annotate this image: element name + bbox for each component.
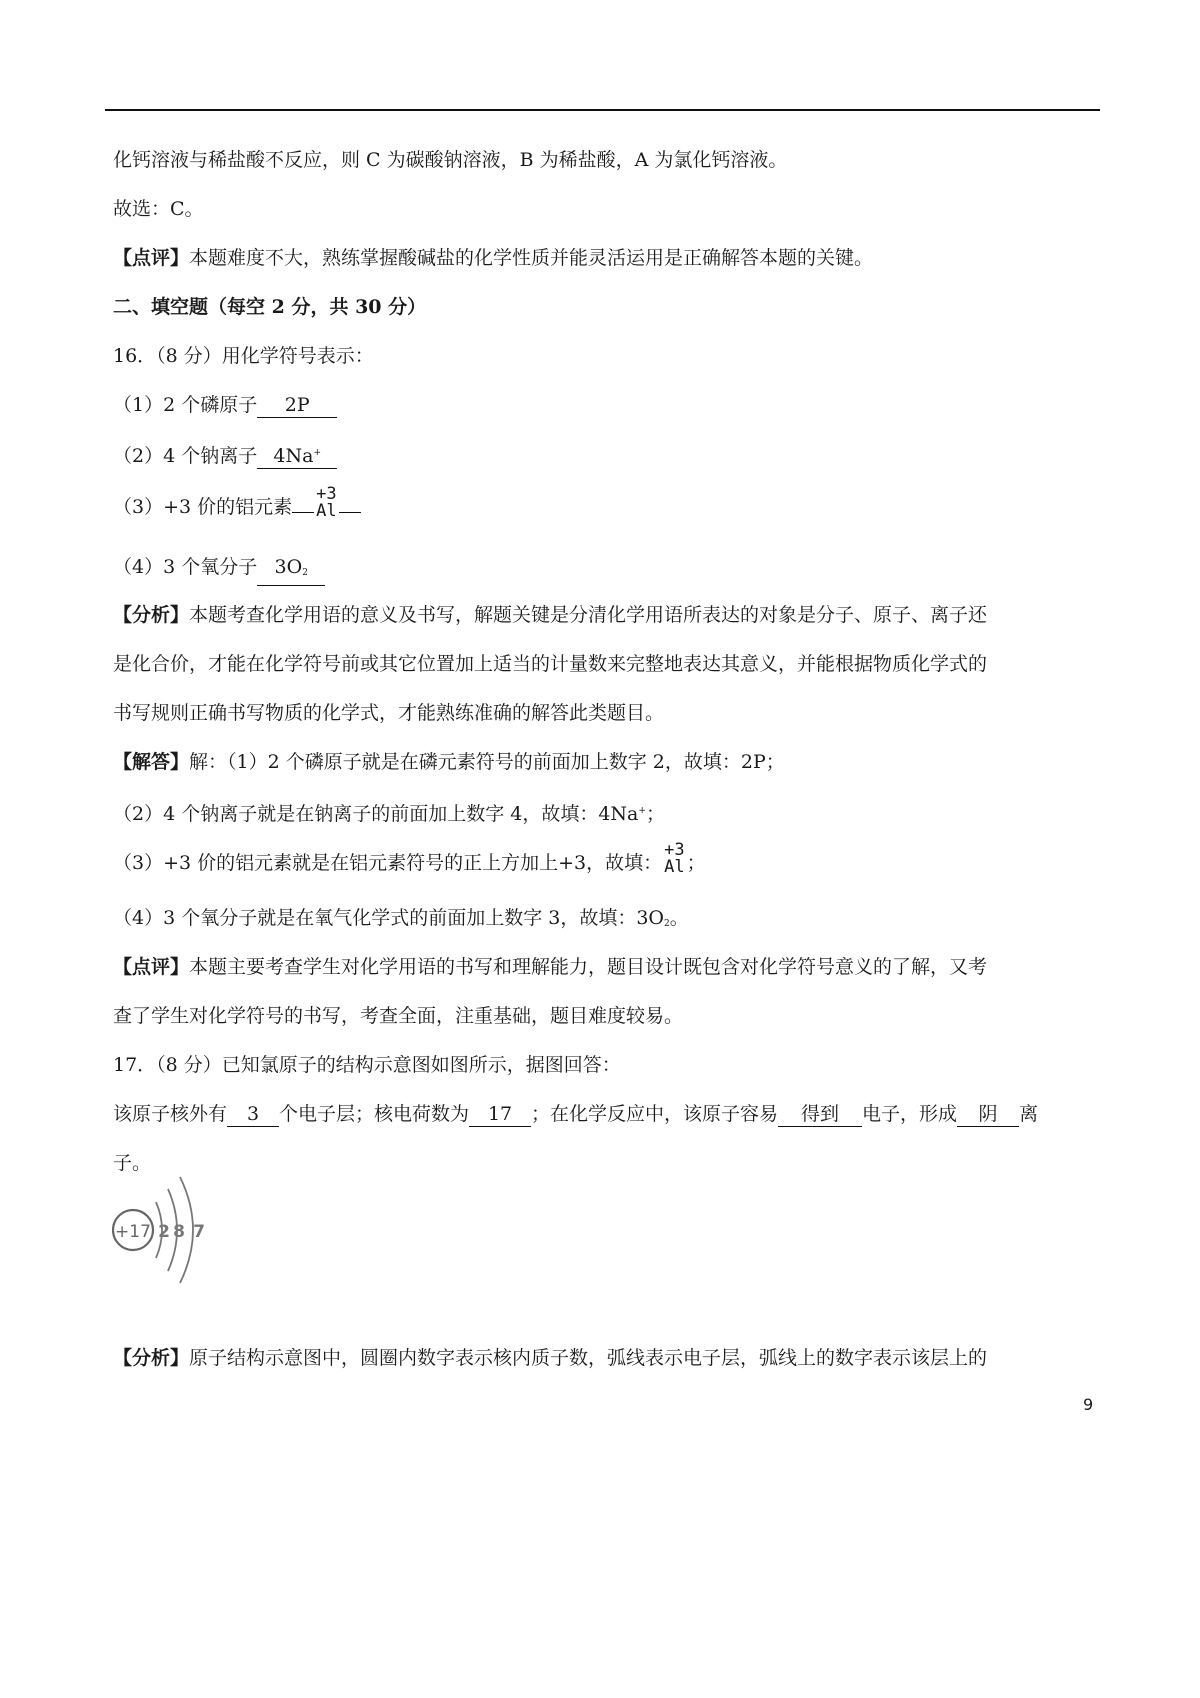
- electron-count: 7: [193, 1222, 205, 1242]
- electron-count: 8: [173, 1222, 185, 1242]
- answer-text: 3O: [274, 556, 303, 578]
- answer-blank-left: [292, 512, 314, 513]
- answer-text: （3）+3 价的铝元素就是在铝元素符号的正上方加上+3，故填：: [113, 852, 663, 874]
- text: 个电子层；核电荷数为: [279, 1103, 470, 1125]
- answer-text: （2）4 个钠离子就是在钠离子的前面加上数字 4，故填：4Na: [113, 803, 639, 825]
- text-line: 化钙溶液与稀盐酸不反应，则 C 为碳酸钠溶液，B 为稀盐酸，A 为氯化钙溶液。: [113, 149, 788, 171]
- answer-blank: 17: [469, 1102, 531, 1127]
- item-label: （1）2 个磷原子: [113, 394, 258, 416]
- subscript: 2: [664, 919, 670, 929]
- nucleus-charge: +17: [115, 1222, 151, 1242]
- q16-item-3: [113, 486, 361, 530]
- electron-count: 2: [158, 1222, 170, 1242]
- text: 电子，形成: [862, 1103, 958, 1125]
- text: 该原子核外有: [113, 1103, 228, 1125]
- q16-item-1: [113, 392, 337, 418]
- answer-line: [113, 798, 665, 827]
- answer-blank: 2P: [257, 393, 337, 418]
- q16-item-2: [113, 441, 337, 469]
- answer-line: [113, 749, 785, 775]
- page-number: 9: [1083, 1395, 1094, 1414]
- answer-blank: [257, 441, 337, 469]
- item-label: （4）3 个氧分子: [113, 556, 258, 578]
- answer-line: [113, 905, 689, 937]
- comment-tag: 【点评】: [113, 956, 190, 978]
- item-label: （3）+3 价的铝元素: [113, 496, 293, 518]
- header-rule: [105, 109, 1100, 111]
- analysis-tag: 【分析】: [113, 604, 190, 626]
- comment-line: [113, 954, 987, 980]
- analysis-text: 本题考查化学用语的意义及书写，解题关键是分清化学用语所表达的对象是分子、原子、离子还: [189, 604, 988, 626]
- question-17: 17．（8 分）已知氯原子的结构示意图如图所示，据图回答：: [113, 1054, 621, 1076]
- answer-text: （4）3 个氧分子就是在氧气化学式的前面加上数字 3，故填：3O: [113, 907, 665, 929]
- section-heading: 二、填空题（每空 2 分，共 30 分）: [113, 296, 427, 318]
- subscript: 2: [302, 568, 308, 578]
- valence-symbol: [664, 842, 684, 876]
- answer-text: 4Na: [273, 445, 314, 467]
- punctuation: ；: [645, 803, 665, 825]
- comment-line: 查了学生对化学符号的书写，考查全面，注重基础，题目难度较易。: [113, 1005, 684, 1027]
- valence-value: +3: [316, 484, 337, 504]
- analysis-line: [113, 1345, 987, 1371]
- answer-blank: 得到: [778, 1102, 862, 1127]
- analysis-line: [113, 602, 987, 628]
- analysis-line: 是化合价，才能在化学符号前或其它位置加上适当的计量数来完整地表达其意义，并能根据物质化学式的: [113, 653, 988, 675]
- ion-charge: +: [313, 448, 322, 458]
- analysis-tag: 【分析】: [113, 1347, 190, 1369]
- item-label: （2）4 个钠离子: [113, 445, 258, 467]
- comment-text: 本题难度不大，熟练掌握酸碱盐的化学性质并能灵活运用是正确解答本题的关键。: [189, 247, 874, 269]
- element-symbol: Al: [316, 501, 337, 521]
- question-16: 16．（8 分）用化学符号表示：: [113, 345, 374, 367]
- analysis-text: 原子结构示意图中，圆圈内数字表示核内质子数，弧线表示电子层，弧线上的数字表示该层上的: [189, 1347, 988, 1369]
- punctuation: 。: [669, 907, 689, 929]
- comment-line: [113, 245, 873, 271]
- answer-blank: 3: [227, 1102, 279, 1127]
- text: 离: [1019, 1103, 1039, 1125]
- valence-value: +3: [664, 840, 685, 860]
- answer-line: [113, 842, 706, 886]
- q16-item-4: [113, 554, 325, 586]
- answer-text: 解：（1）2 个磷原子就是在磷元素符号的前面加上数字 2，故填：2P；: [189, 751, 785, 773]
- comment-tag: 【点评】: [113, 247, 190, 269]
- answer-blank-right: [339, 512, 361, 513]
- comment-text: 本题主要考查学生对化学用语的书写和理解能力，题目设计既包含对化学符号意义的了解，又考: [189, 956, 988, 978]
- analysis-line: 书写规则正确书写物质的化学式，才能熟练准确的解答此类题目。: [113, 702, 665, 724]
- punctuation: ；: [686, 852, 706, 874]
- valence-symbol: [316, 486, 336, 520]
- atom-structure-diagram: [112, 1175, 232, 1285]
- answer-tag: 【解答】: [113, 751, 190, 773]
- answer-blank: [257, 555, 325, 586]
- q17-fill-line: [113, 1101, 1038, 1127]
- ion-charge: +: [638, 806, 646, 816]
- text-line: 子。: [113, 1152, 152, 1174]
- element-symbol: Al: [664, 857, 685, 877]
- text-line: 故选：C。: [113, 198, 204, 220]
- answer-blank: 阴: [957, 1102, 1019, 1127]
- text: ；在化学反应中，该原子容易: [531, 1103, 779, 1125]
